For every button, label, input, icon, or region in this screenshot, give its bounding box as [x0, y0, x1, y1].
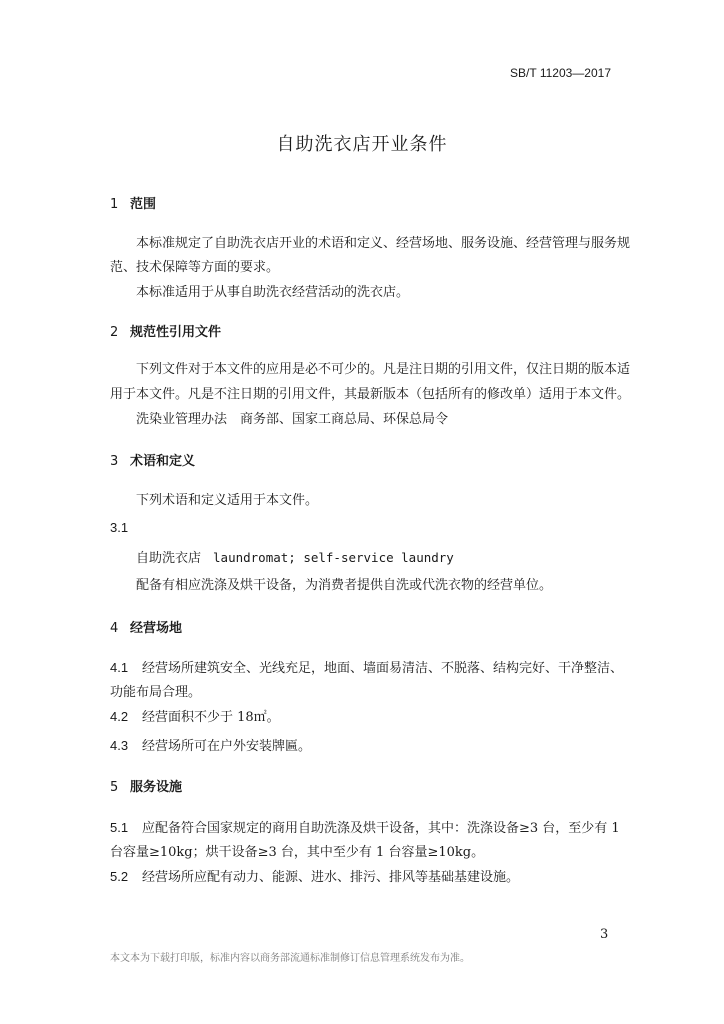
clause-text: 经营场所应配有动力、能源、进水、排污、排风等基础基建设施。 — [142, 870, 520, 885]
clause-text: 经营面积不少于 18㎡。 — [142, 710, 280, 725]
clause — [110, 818, 620, 838]
term-chinese: 自助洗衣店 — [136, 551, 202, 566]
section-title: 规范性引用文件 — [130, 325, 222, 340]
section-2-heading — [110, 321, 221, 340]
term-definition: 配备有相应洗涤及烘干设备，为消费者提供自洗或代洗衣物的经营单位。 — [136, 578, 553, 593]
document-title: 自助洗衣店开业条件 — [276, 134, 448, 155]
clause — [110, 736, 311, 756]
section-number: 5 — [110, 780, 119, 795]
clause-continuation: 功能布局合理。 — [110, 685, 202, 700]
section-number: 2 — [110, 325, 119, 340]
paragraph: 用于本文件。凡是不注日期的引用文件，其最新版本（包括所有的修改单）适用于本文件。 — [110, 387, 631, 402]
section-title: 术语和定义 — [130, 454, 196, 469]
section-number: 4 — [110, 621, 119, 636]
clause — [110, 707, 280, 727]
clause-number: 4.2 — [110, 709, 129, 724]
clause-number: 3.1 — [110, 520, 129, 535]
paragraph: 范、技术保障等方面的要求。 — [110, 260, 280, 275]
paragraph: 本标准规定了自助洗衣店开业的术语和定义、经营场地、服务设施、经营管理与服务规 — [136, 236, 631, 251]
clause-text: 经营场所建筑安全、光线充足，地面、墙面易清洁、不脱落、结构完好、干净整洁、 — [142, 661, 624, 676]
section-number: 3 — [110, 454, 119, 469]
section-4-heading — [110, 617, 182, 636]
clause-number: 5.1 — [110, 820, 129, 835]
term-entry — [136, 548, 454, 568]
section-5-heading — [110, 776, 182, 795]
clause — [110, 867, 519, 887]
paragraph: 本标准适用于从事自助洗衣经营活动的洗衣店。 — [136, 285, 410, 300]
section-number: 1 — [110, 197, 119, 212]
term-english: laundromat; self-service laundry — [213, 550, 454, 565]
section-title: 服务设施 — [130, 780, 183, 795]
clause — [110, 658, 623, 678]
clause-number: 4.1 — [110, 660, 129, 675]
normative-reference: 洗染业管理办法 商务部、国家工商总局、环保总局令 — [136, 412, 449, 427]
paragraph: 下列文件对于本文件的应用是必不可少的。凡是注日期的引用文件，仅注日期的版本适 — [136, 362, 631, 377]
clause-text: 应配备符合国家规定的商用自助洗涤及烘干设备，其中：洗涤设备≥3 台，至少有 1 — [142, 821, 620, 836]
section-1-heading — [110, 193, 156, 212]
section-title: 范围 — [130, 197, 157, 212]
paragraph: 下列术语和定义适用于本文件。 — [136, 493, 319, 508]
standard-number: SB/T 11203—2017 — [510, 66, 611, 80]
clause-text: 经营场所可在户外安装牌匾。 — [142, 739, 312, 754]
section-3-heading — [110, 450, 195, 469]
footer-note: 本文本为下载打印版，标准内容以商务部流通标准制修订信息管理系统发布为准。 — [110, 953, 470, 964]
clause-continuation: 台容量≥10kg；烘干设备≥3 台，其中至少有 1 台容量≥10kg。 — [110, 845, 485, 860]
section-title: 经营场地 — [130, 621, 183, 636]
clause-number: 4.3 — [110, 738, 129, 753]
page-number: 3 — [600, 927, 609, 942]
clause-number: 5.2 — [110, 869, 129, 884]
